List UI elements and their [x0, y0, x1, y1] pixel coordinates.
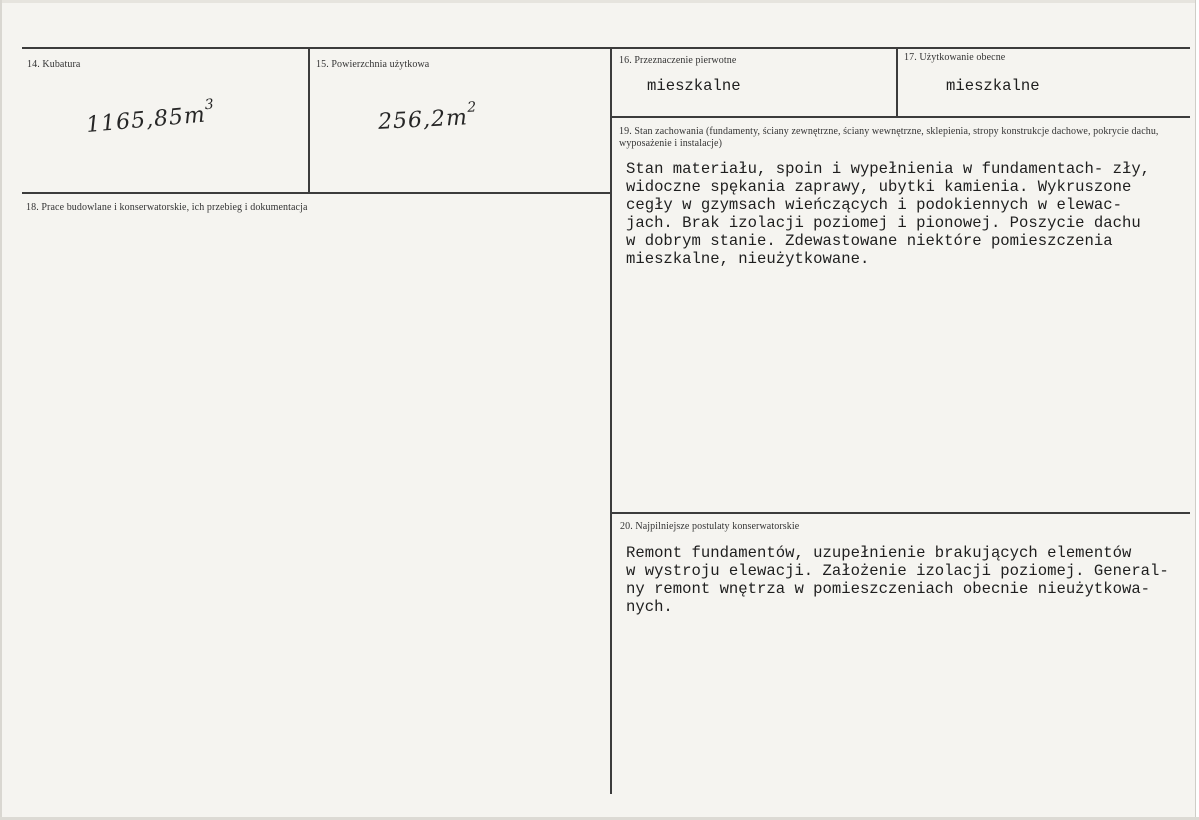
paper-edge-right — [1195, 0, 1199, 820]
rule-col-16-17 — [896, 48, 898, 118]
field-18-label: 18. Prace budowlane i konserwatorskie, ich przebieg i dokumentacja — [26, 202, 308, 213]
rule-col-14-15 — [308, 48, 310, 194]
field-17-label: 17. Użytkowanie obecne — [904, 52, 1006, 63]
field-15-unit-exponent: 2 — [466, 99, 478, 116]
field-19-text: Stan materiału, spoin i wypełnienia w fundamentach- zły, widoczne spękania zaprawy, ubytki kamienia. Wykruszone cegły w gzymsach wieńczących i podokiennych w elewac- jach. Brak izolacji poziomej i pionowej. Poszycie dachu w dobrym stanie. Zdewastowane niektóre pomieszczenia mieszkalne, nieużytkowane. — [626, 160, 1151, 268]
rule-under-14-15 — [22, 192, 610, 194]
rule-col-main — [610, 48, 612, 794]
field-14-unit-exponent: 3 — [204, 96, 216, 114]
rule-under-19 — [612, 512, 1190, 514]
field-20-label: 20. Najpilniejsze postulaty konserwatorskie — [620, 521, 800, 532]
field-15-number: 256,2m — [377, 105, 469, 135]
paper-edge-left — [0, 0, 2, 820]
field-15-label: 15. Powierzchnia użytkowa — [316, 59, 430, 70]
field-15-value — [377, 99, 478, 135]
field-20-text: Remont fundamentów, uzupełnienie brakujących elementów w wystroju elewacji. Założenie izolacji poziomej. General- ny remont wnętrza w pomieszczeniach obecnie nieużytkowa- nych. — [626, 544, 1169, 616]
field-19-label: 19. Stan zachowania (fundamenty, ściany zewnętrzne, ściany wewnętrzne, sklepienia, stropy konstrukcje dachowe, pokrycie dachu, wyposażenie i instalacje) — [619, 126, 1159, 149]
field-16-label: 16. Przeznaczenie pierwotne — [619, 55, 737, 66]
field-14-value — [85, 96, 217, 138]
rule-top — [22, 47, 1190, 49]
paper-edge-top — [0, 0, 1199, 3]
field-16-value: mieszkalne — [647, 77, 741, 95]
field-17-value: mieszkalne — [946, 77, 1040, 95]
rule-under-16-17 — [612, 116, 1190, 118]
field-14-label: 14. Kubatura — [27, 59, 81, 70]
field-14-number: 1165,85m — [85, 102, 207, 138]
